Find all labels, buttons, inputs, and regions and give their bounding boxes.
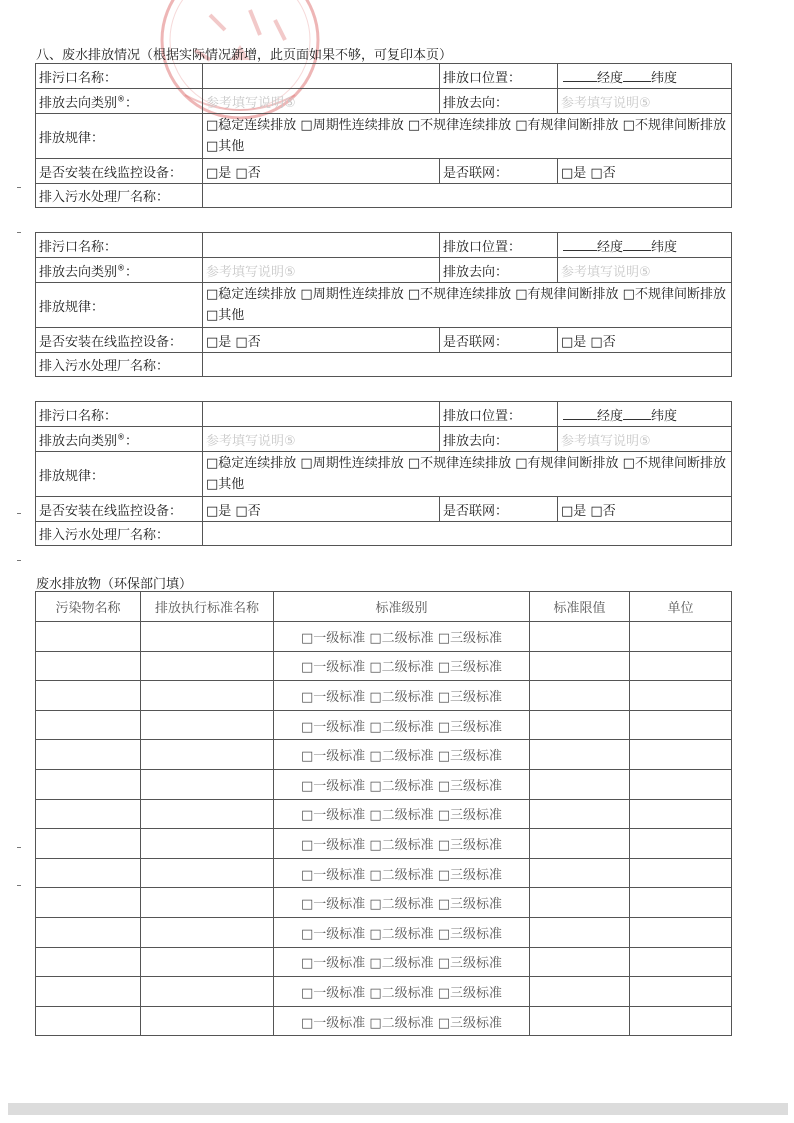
pollutant-name-cell[interactable] [36, 947, 141, 977]
standard-limit-cell[interactable] [530, 710, 630, 740]
standard-name-cell[interactable] [141, 947, 274, 977]
outlet-name-field[interactable] [203, 233, 440, 258]
standard-name-cell[interactable] [141, 622, 274, 652]
pollutant-row [36, 947, 732, 977]
standard-level-cell[interactable]: □一级标准 □二级标准 □三级标准 [274, 740, 530, 770]
unit-cell[interactable] [630, 917, 732, 947]
network-options[interactable]: □是 □否 [558, 328, 732, 353]
pollutant-row [36, 710, 732, 740]
standard-level-cell[interactable]: □一级标准 □二级标准 □三级标准 [274, 858, 530, 888]
pattern-label: 排放规律： [36, 283, 203, 328]
plant-label: 排入污水处理厂名称： [36, 522, 203, 546]
pollutants-body [36, 622, 732, 1036]
network-options[interactable]: □是 □否 [558, 497, 732, 522]
margin-tick [17, 232, 21, 233]
outlet-position-label: 排放口位置： [440, 233, 558, 258]
standard-level-cell[interactable]: □一级标准 □二级标准 □三级标准 [274, 622, 530, 652]
unit-cell[interactable] [630, 888, 732, 918]
section-title: 八、废水排放情况 [36, 48, 141, 63]
standard-level-cell[interactable]: □一级标准 □二级标准 □三级标准 [274, 681, 530, 711]
plant-label: 排入污水处理厂名称： [36, 353, 203, 377]
standard-name-cell[interactable] [141, 710, 274, 740]
pattern-options[interactable]: □稳定连续排放 □周期性连续排放 □不规律连续排放 □有规律间断排放 □不规律间断排放 □其他 [203, 114, 732, 159]
header-standard-name: 排放执行标准名称 [141, 592, 274, 622]
dest-type-label: 排放去向类别®： [36, 89, 203, 114]
standard-limit-cell[interactable] [530, 1006, 630, 1036]
unit-cell[interactable] [630, 622, 732, 652]
standard-name-cell[interactable] [141, 740, 274, 770]
standard-name-cell[interactable] [141, 769, 274, 799]
scan-bottom-bar [8, 1103, 788, 1115]
standard-name-cell[interactable] [141, 977, 274, 1007]
standard-limit-cell[interactable] [530, 622, 630, 652]
outlet-table-1 [35, 63, 732, 208]
outlet-name-label: 排污口名称： [36, 64, 203, 89]
header-pollutant-name: 污染物名称 [36, 592, 141, 622]
pollutant-row [36, 651, 732, 681]
pollutant-name-cell[interactable] [36, 681, 141, 711]
standard-limit-cell[interactable] [530, 917, 630, 947]
section-heading [36, 44, 452, 63]
dest-field[interactable]: 参考填写说明⑤ [558, 258, 732, 283]
network-options[interactable]: □是 □否 [558, 159, 732, 184]
margin-tick [17, 560, 21, 561]
standard-name-cell[interactable] [141, 888, 274, 918]
network-label: 是否联网： [440, 159, 558, 184]
monitor-options[interactable]: □是 □否 [203, 497, 440, 522]
pattern-options[interactable]: □稳定连续排放 □周期性连续排放 □不规律连续排放 □有规律间断排放 □不规律间断排放 □其他 [203, 283, 732, 328]
header-unit: 单位 [630, 592, 732, 622]
unit-cell[interactable] [630, 740, 732, 770]
dest-type-label: 排放去向类别®： [36, 427, 203, 452]
dest-label: 排放去向： [440, 89, 558, 114]
margin-tick [17, 187, 21, 188]
pollutant-name-cell[interactable] [36, 622, 141, 652]
pollutant-name-cell[interactable] [36, 1006, 141, 1036]
standard-limit-cell[interactable] [530, 799, 630, 829]
outlet-table-3 [35, 401, 732, 546]
dest-type-field[interactable]: 参考填写说明⑤ [203, 258, 440, 283]
pollutant-name-cell[interactable] [36, 740, 141, 770]
dest-label: 排放去向： [440, 258, 558, 283]
pollutant-name-cell[interactable] [36, 799, 141, 829]
unit-cell[interactable] [630, 651, 732, 681]
standard-level-cell[interactable]: □一级标准 □二级标准 □三级标准 [274, 799, 530, 829]
plant-field[interactable] [203, 522, 732, 546]
standard-name-cell[interactable] [141, 651, 274, 681]
monitor-label: 是否安装在线监控设备： [36, 497, 203, 522]
section-note: （根据实际情况新增，此页面如果不够，可复印本页） [140, 48, 453, 63]
outlet-position-label: 排放口位置： [440, 64, 558, 89]
pollutant-row [36, 917, 732, 947]
outlet-name-field[interactable] [203, 402, 440, 427]
monitor-label: 是否安装在线监控设备： [36, 159, 203, 184]
pollutant-name-cell[interactable] [36, 888, 141, 918]
dest-label: 排放去向： [440, 427, 558, 452]
standard-level-cell[interactable]: □一级标准 □二级标准 □三级标准 [274, 710, 530, 740]
dest-type-field[interactable]: 参考填写说明⑤ [203, 89, 440, 114]
header-standard-limit: 标准限值 [530, 592, 630, 622]
pattern-label: 排放规律： [36, 452, 203, 497]
dest-type-label: 排放去向类别®： [36, 258, 203, 283]
standard-limit-cell[interactable] [530, 829, 630, 859]
pollutants-header-row [36, 592, 732, 622]
standard-limit-cell[interactable] [530, 740, 630, 770]
standard-level-cell[interactable]: □一级标准 □二级标准 □三级标准 [274, 977, 530, 1007]
monitor-label: 是否安装在线监控设备： [36, 328, 203, 353]
pollutant-row [36, 740, 732, 770]
standard-level-cell[interactable]: □一级标准 □二级标准 □三级标准 [274, 888, 530, 918]
standard-level-cell[interactable]: □一级标准 □二级标准 □三级标准 [274, 769, 530, 799]
pollutants-table [35, 591, 732, 1036]
pollutant-row [36, 681, 732, 711]
standard-limit-cell[interactable] [530, 888, 630, 918]
outlet-position-field[interactable]: 经度 纬度 [558, 402, 732, 427]
network-label: 是否联网： [440, 328, 558, 353]
outlet-position-label: 排放口位置： [440, 402, 558, 427]
pollutant-name-cell[interactable] [36, 917, 141, 947]
standard-name-cell[interactable] [141, 917, 274, 947]
pollutant-row [36, 829, 732, 859]
standard-limit-cell[interactable] [530, 681, 630, 711]
pollutant-row [36, 977, 732, 1007]
pollutants-title: 废水排放物（环保部门填） [36, 577, 193, 592]
pollutant-row [36, 858, 732, 888]
pollutant-name-cell[interactable] [36, 769, 141, 799]
unit-cell[interactable] [630, 977, 732, 1007]
dest-field[interactable]: 参考填写说明⑤ [558, 427, 732, 452]
pollutant-row [36, 622, 732, 652]
pollutant-name-cell[interactable] [36, 651, 141, 681]
plant-field[interactable] [203, 353, 732, 377]
outlet-position-field[interactable]: 经度 纬度 [558, 64, 732, 89]
margin-tick [17, 513, 21, 514]
standard-name-cell[interactable] [141, 681, 274, 711]
pollutant-row [36, 799, 732, 829]
outlet-table-2 [35, 232, 732, 377]
plant-label: 排入污水处理厂名称： [36, 184, 203, 208]
outlet-name-label: 排污口名称： [36, 402, 203, 427]
unit-cell[interactable] [630, 1006, 732, 1036]
margin-tick [17, 885, 21, 886]
standard-name-cell[interactable] [141, 858, 274, 888]
unit-cell[interactable] [630, 858, 732, 888]
pollutant-row [36, 888, 732, 918]
standard-name-cell[interactable] [141, 829, 274, 859]
pattern-label: 排放规律： [36, 114, 203, 159]
standard-level-cell[interactable]: □一级标准 □二级标准 □三级标准 [274, 947, 530, 977]
standard-level-cell[interactable]: □一级标准 □二级标准 □三级标准 [274, 1006, 530, 1036]
network-label: 是否联网： [440, 497, 558, 522]
standard-level-cell[interactable]: □一级标准 □二级标准 □三级标准 [274, 651, 530, 681]
standard-limit-cell[interactable] [530, 858, 630, 888]
standard-name-cell[interactable] [141, 1006, 274, 1036]
monitor-options[interactable]: □是 □否 [203, 159, 440, 184]
pollutant-name-cell[interactable] [36, 829, 141, 859]
margin-tick [17, 847, 21, 848]
monitor-options[interactable]: □是 □否 [203, 328, 440, 353]
outlet-name-label: 排污口名称： [36, 233, 203, 258]
outlet-name-field[interactable] [203, 64, 440, 89]
pattern-options[interactable]: □稳定连续排放 □周期性连续排放 □不规律连续排放 □有规律间断排放 □不规律间断排放 □其他 [203, 452, 732, 497]
pollutant-row [36, 769, 732, 799]
standard-level-cell[interactable]: □一级标准 □二级标准 □三级标准 [274, 917, 530, 947]
unit-cell[interactable] [630, 710, 732, 740]
pollutant-name-cell[interactable] [36, 710, 141, 740]
dest-type-field[interactable]: 参考填写说明⑤ [203, 427, 440, 452]
unit-cell[interactable] [630, 829, 732, 859]
header-standard-level: 标准级别 [274, 592, 530, 622]
standard-level-cell[interactable]: □一级标准 □二级标准 □三级标准 [274, 829, 530, 859]
plant-field[interactable] [203, 184, 732, 208]
pollutant-name-cell[interactable] [36, 977, 141, 1007]
standard-limit-cell[interactable] [530, 769, 630, 799]
unit-cell[interactable] [630, 681, 732, 711]
standard-limit-cell[interactable] [530, 977, 630, 1007]
pollutant-row [36, 1006, 732, 1036]
unit-cell[interactable] [630, 799, 732, 829]
standard-limit-cell[interactable] [530, 947, 630, 977]
unit-cell[interactable] [630, 947, 732, 977]
pollutant-name-cell[interactable] [36, 858, 141, 888]
dest-field[interactable]: 参考填写说明⑤ [558, 89, 732, 114]
standard-limit-cell[interactable] [530, 651, 630, 681]
outlet-position-field[interactable]: 经度 纬度 [558, 233, 732, 258]
unit-cell[interactable] [630, 769, 732, 799]
standard-name-cell[interactable] [141, 799, 274, 829]
